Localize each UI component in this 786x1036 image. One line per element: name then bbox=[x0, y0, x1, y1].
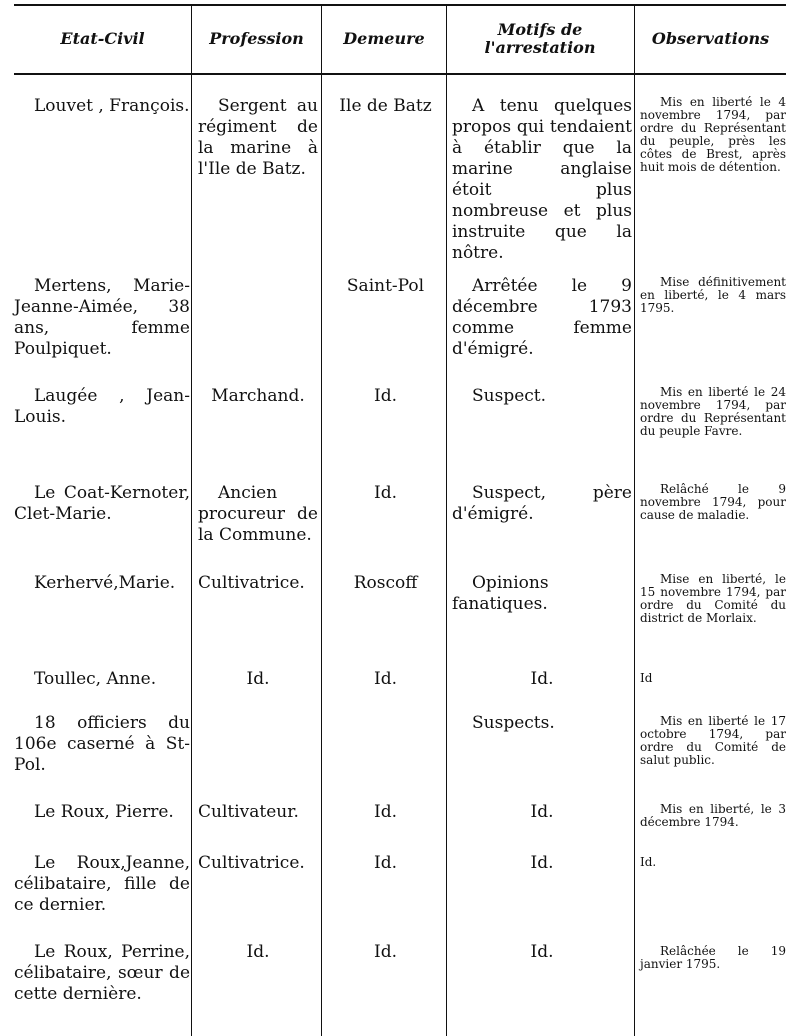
cell-observations: Relâché le 9 novembre 1794, pour cause de maladie. bbox=[640, 482, 786, 522]
header-etat-civil: Etat-Civil bbox=[60, 29, 145, 48]
cell-profession: Cultivatrice. bbox=[198, 853, 305, 873]
cell-etat-civil: Le Roux, Perrine, célibataire, sœur de cette dernière. bbox=[14, 942, 190, 1004]
cell-motifs: Suspect, père d'émigré. bbox=[452, 483, 632, 524]
cell-motifs: Id. bbox=[530, 669, 554, 689]
cell-etat-civil: Laugée , Jean-Louis. bbox=[14, 386, 190, 427]
cell-etat-civil: Le Roux, Pierre. bbox=[34, 802, 174, 822]
cell-etat-civil: Mertens, Marie-Jeanne-Aimée, 38 ans, femme Poulpiquet. bbox=[14, 276, 190, 359]
cell-profession: Ancien procureur de la Commune. bbox=[198, 483, 318, 545]
cell-demeure: Id. bbox=[373, 802, 397, 822]
cell-observations: Mis en liberté le 17 octobre 1794, par ordre du Comité de salut public. bbox=[640, 714, 786, 767]
header-bottom-rule bbox=[14, 73, 786, 75]
column-divider bbox=[446, 6, 447, 1036]
header-observations: Observations bbox=[651, 29, 770, 48]
cell-observations: Id bbox=[640, 671, 653, 685]
cell-profession: Id. bbox=[246, 669, 270, 689]
cell-motifs: Id. bbox=[530, 853, 554, 873]
cell-etat-civil: Louvet , François. bbox=[34, 96, 190, 116]
cell-profession: Cultivatrice. bbox=[198, 573, 305, 593]
header-profession: Profession bbox=[209, 29, 304, 48]
cell-profession: Cultivateur. bbox=[198, 802, 299, 822]
cell-etat-civil: 18 officiers du 106e caserné à St-Pol. bbox=[14, 713, 190, 775]
cell-motifs: A tenu quelques propos qui tendaient à établir que la marine anglaise étoit plus nombreuse et plus instruite que la nôtre. bbox=[452, 96, 632, 263]
cell-profession: Marchand. bbox=[211, 386, 305, 406]
cell-observations: Mise en liberté, le 15 novembre 1794, par ordre du Comité du district de Morlaix. bbox=[640, 572, 786, 625]
cell-motifs: Opinions fanatiques. bbox=[452, 573, 549, 614]
cell-motifs: Id. bbox=[530, 802, 554, 822]
cell-etat-civil: Kerhervé,Marie. bbox=[34, 573, 176, 593]
cell-demeure: Id. bbox=[373, 853, 397, 873]
cell-profession: Id. bbox=[246, 942, 270, 962]
cell-observations: Mis en liberté, le 3 décembre 1794. bbox=[640, 802, 786, 829]
cell-observations: Id. bbox=[640, 855, 657, 869]
cell-demeure: Id. bbox=[373, 483, 397, 503]
cell-observations: Mis en liberté le 4 novembre 1794, par ordre du Représentant du peuple, près les côtes de Brest, après huit mois de détention. bbox=[640, 95, 786, 174]
cell-demeure: Id. bbox=[373, 942, 397, 962]
cell-etat-civil: Toullec, Anne. bbox=[34, 669, 157, 689]
cell-demeure: Ile de Batz bbox=[339, 96, 432, 116]
cell-observations: Mis en liberté le 24 novembre 1794, par ordre du Représentant du peuple Favre. bbox=[640, 385, 786, 438]
table-top-rule bbox=[14, 4, 786, 6]
cell-etat-civil: Le Coat-Kernoter, Clet-Marie. bbox=[14, 483, 190, 524]
cell-demeure: Saint-Pol bbox=[346, 276, 425, 296]
column-divider bbox=[634, 6, 635, 1036]
header-motifs: Motifs de l'arrestation bbox=[484, 20, 596, 57]
column-divider bbox=[321, 6, 322, 1036]
cell-motifs: Suspects. bbox=[472, 713, 555, 733]
cell-observations: Mise définitivement en liberté, le 4 mars 1795. bbox=[640, 275, 786, 315]
cell-demeure: Roscoff bbox=[353, 573, 418, 593]
cell-observations: Relâchée le 19 janvier 1795. bbox=[640, 944, 786, 971]
cell-profession: Sergent au régiment de la marine à l'Ile de Batz. bbox=[198, 96, 318, 179]
cell-etat-civil: Le Roux,Jeanne, célibataire, fille de ce dernier. bbox=[14, 853, 190, 915]
header-demeure: Demeure bbox=[343, 29, 425, 48]
cell-motifs: Suspect. bbox=[472, 386, 547, 406]
cell-demeure: Id. bbox=[373, 669, 397, 689]
column-divider bbox=[191, 6, 192, 1036]
cell-motifs: Arrêtée le 9 décembre 1793 comme femme d'émigré. bbox=[452, 276, 632, 359]
cell-demeure: Id. bbox=[373, 386, 397, 406]
cell-motifs: Id. bbox=[530, 942, 554, 962]
